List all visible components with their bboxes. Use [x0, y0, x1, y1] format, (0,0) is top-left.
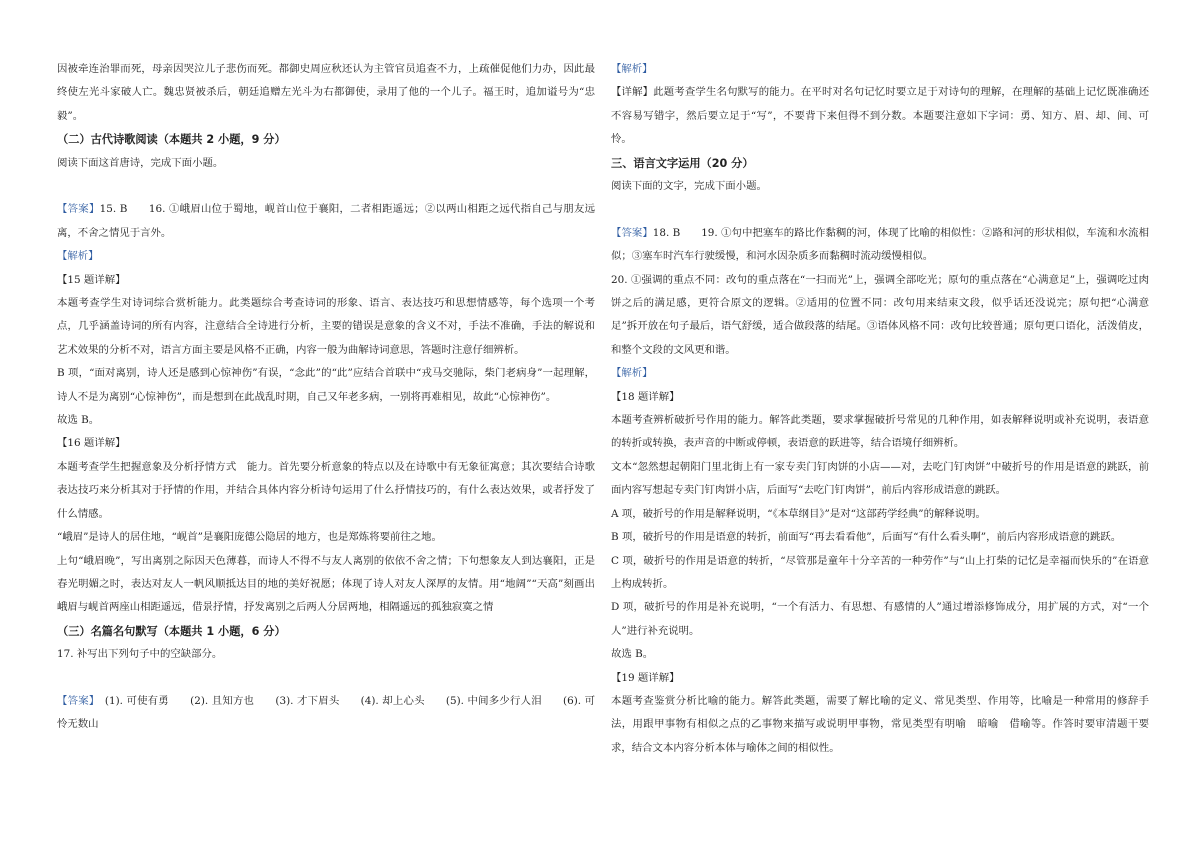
- detail-16-heading: 【16 题详解】: [57, 437, 126, 450]
- detail-19-heading: 【19 题详解】: [611, 671, 680, 684]
- answer-text: 15. B 16. ①峨眉山位于蜀地，岘首山位于襄阳，二者相距遥远；②以两山相距之远代指自己与朋友远离，不舍之情见于言外。: [57, 203, 595, 239]
- left-column: [57, 58, 595, 737]
- bio-paragraph: 因被牵连治罪而死，母亲因哭泣儿子悲伤而死。都御史周应秋还认为主管官员追查不力，上疏催促他们力办，因此最终使左光斗家破人亡。魏忠贤被杀后，朝廷追赠左光斗为右都御使，录用了他的一个儿子。福王时，追加谥号为“忠毅”。: [57, 63, 595, 122]
- detail-18-option-b: B 项，破折号的作用是语意的转折，前面写“再去看看他”，后面写“有什么看头啊”，前后内容形成语意的跳跃。: [611, 531, 1122, 544]
- detail-18-text: 文本“忽然想起朝阳门里北街上有一家专卖门钉肉饼的小店——对，去吃门钉肉饼”中破折号的作用是语意的跳跃，前面内容写想起专卖门钉肉饼小店，后面写“去吃门钉肉饼”，前后内容形成语意的跳跃。: [611, 460, 1149, 497]
- section-heading-language: 三、语言文字运用（20 分）: [611, 156, 754, 170]
- answer-text: (1). 可使有勇 (2). 且知方也 (3). 才下眉头 (4). 却上心头 (5). 中间多少行人泪 (6). 可怜无数山: [57, 694, 595, 731]
- analysis-tag: 【解析】: [611, 367, 653, 380]
- answer-15-16: [57, 198, 595, 245]
- answer-text: 18. B 19. ①句中把塞车的路比作黏稠的河，体现了比喻的相似性：②路和河的形状相似，车流和水流相似；③塞车时汽车行驶缓慢，和河水因杂质多而黏稠时流动缓慢相似。: [611, 226, 1150, 263]
- instruction-text: 阅读下面的文字，完成下面小题。: [611, 180, 767, 193]
- detail-15-heading: 【15 题详解】: [57, 273, 126, 286]
- answer-tag: 【答案】: [57, 694, 95, 707]
- detail-18-option-d: D 项，破折号的作用是补充说明，“一个有活力、有思想、有感情的人”通过增添修饰成分，用扩展的方式，对“一个人”进行补充说明。: [611, 601, 1149, 637]
- detail-15-option-b: B 项，“面对离别，诗人还是感到心惊神伤”有误，“念此”的“此”应结合首联中“戎马交驰际，柴门老病身”一起理解，诗人不是为离别“心惊神伤”，而是想到在此战乱时期，自己又年老多病，一别将再难相见，故此“心惊神伤”。: [57, 367, 595, 403]
- detail-15-paragraph: 本题考查学生对诗词综合赏析能力。此类题综合考查诗词的形象、语言、表达技巧和思想情感等，每个选项一个考点，几乎涵盖诗词的所有内容，注意结合全诗进行分析，主要的错误是意象的含义不对，手法不准确，手法的解说和艺术效果的分析不对，语言方面主要是风格不正确，内容一般为曲解诗词意思，答题时注意仔细辨析。: [57, 297, 595, 356]
- detail-16-paragraph: 本题考查学生把握意象及分析抒情方式 能力。首先要分析意象的特点以及在诗歌中有无象征寓意；其次要结合诗歌表达技巧来分析其对于抒情的作用，并结合具体内容分析诗句运用了什么抒情技巧的，有什么表达效果，或者抒发了什么情感。: [57, 460, 595, 520]
- detail-16-analysis: 上句“峨眉晚”，写出离别之际因天色薄暮，而诗人不得不与友人离别的依依不舍之情；下句想象友人到达襄阳，正是春光明媚之时，表达对友人一帆风顺抵达目的地的美好祝愿；体现了诗人对友人深厚的友情。用“地阔”“天高”刻画出峨眉与岘首两座山相距遥远，借景抒情，抒发离别之后两人分居两地，相隔遥远的孤独寂寞之情: [57, 554, 595, 614]
- detail-18-paragraph: 本题考查辨析破折号作用的能力。解答此类题，要求掌握破折号常见的几种作用，如表解释说明或补充说明，表语意的转折或转换，表声音的中断或停顿，表语意的跃进等，结合语境仔细辨析。: [611, 414, 1149, 450]
- detail-18-option-c: C 项，破折号的作用是语意的转折，“尽管那是童年十分辛苦的一种劳作”与“山上打柴的记忆是幸福而快乐的”在语意上构成转折。: [611, 554, 1149, 590]
- answer-18-19: [611, 222, 1149, 269]
- detail-15-conclusion: 故选 B。: [57, 414, 100, 427]
- answer-tag: 【答案】: [611, 226, 653, 239]
- detail-19-paragraph: 本题考查鉴赏分析比喻的能力。解答此类题，需要了解比喻的定义、常见类型、作用等，比喻是一种常用的修辞手法，用跟甲事物有相似之点的乙事物来描写或说明甲事物，常见类型有明喻 暗喻 借喻等。作答时要审清题干要求，结合文本内容分析本体与喻体之间的相似性。: [611, 694, 1149, 754]
- answer-tag: 【答案】: [57, 203, 100, 216]
- section-heading-recitation: （三）名篇名句默写（本题共 1 小题，6 分）: [57, 624, 286, 638]
- answer-17: [57, 690, 595, 737]
- detail-17-paragraph: 【详解】此题考查学生名句默写的能力。在平时对名句记忆时要立足于对诗句的理解，在理解的基础上记忆既准确还不容易写错字，然后要立足于“写”，不要背下来但得不到分数。本题要注意如下字词：勇、知方、眉、却、间、可怜。: [611, 86, 1149, 146]
- detail-18-heading: 【18 题详解】: [611, 390, 680, 403]
- detail-16-imagery: “峨眉”是诗人的居住地，“岘首”是襄阳庞德公隐居的地方，也是郑炼将要前往之地。: [57, 531, 442, 544]
- detail-18-conclusion: 故选 B。: [611, 648, 654, 661]
- analysis-tag: 【解析】: [611, 63, 653, 75]
- right-column: [611, 58, 1149, 760]
- answer-20: 20. ①强调的重点不同：改句的重点落在“一扫而光”上，强调全部吃光；原句的重点落在“心满意足”上，强调吃过肉饼之后的满足感，更符合原文的逻辑。②适用的位置不同：改句用来结束文段，似乎话还没说完；原句把“心满意足”拆开放在句子最后，语气舒缓，适合做段落的结尾。③语体风格不同：改句比较普通；原句更口语化，活泼俏皮，和整个文段的文风更和谐。: [611, 273, 1149, 356]
- instruction-text: 阅读下面这首唐诗，完成下面小题。: [57, 156, 224, 169]
- analysis-tag: 【解析】: [57, 250, 99, 263]
- section-heading-poetry: （二）古代诗歌阅读（本题共 2 小题，9 分）: [57, 133, 286, 147]
- question-17: 17. 补写出下列句子中的空缺部分。: [57, 648, 223, 661]
- detail-18-option-a: A 项，破折号的作用是解释说明，“《本草纲目》”是对“这部药学经典”的解释说明。: [611, 507, 986, 520]
